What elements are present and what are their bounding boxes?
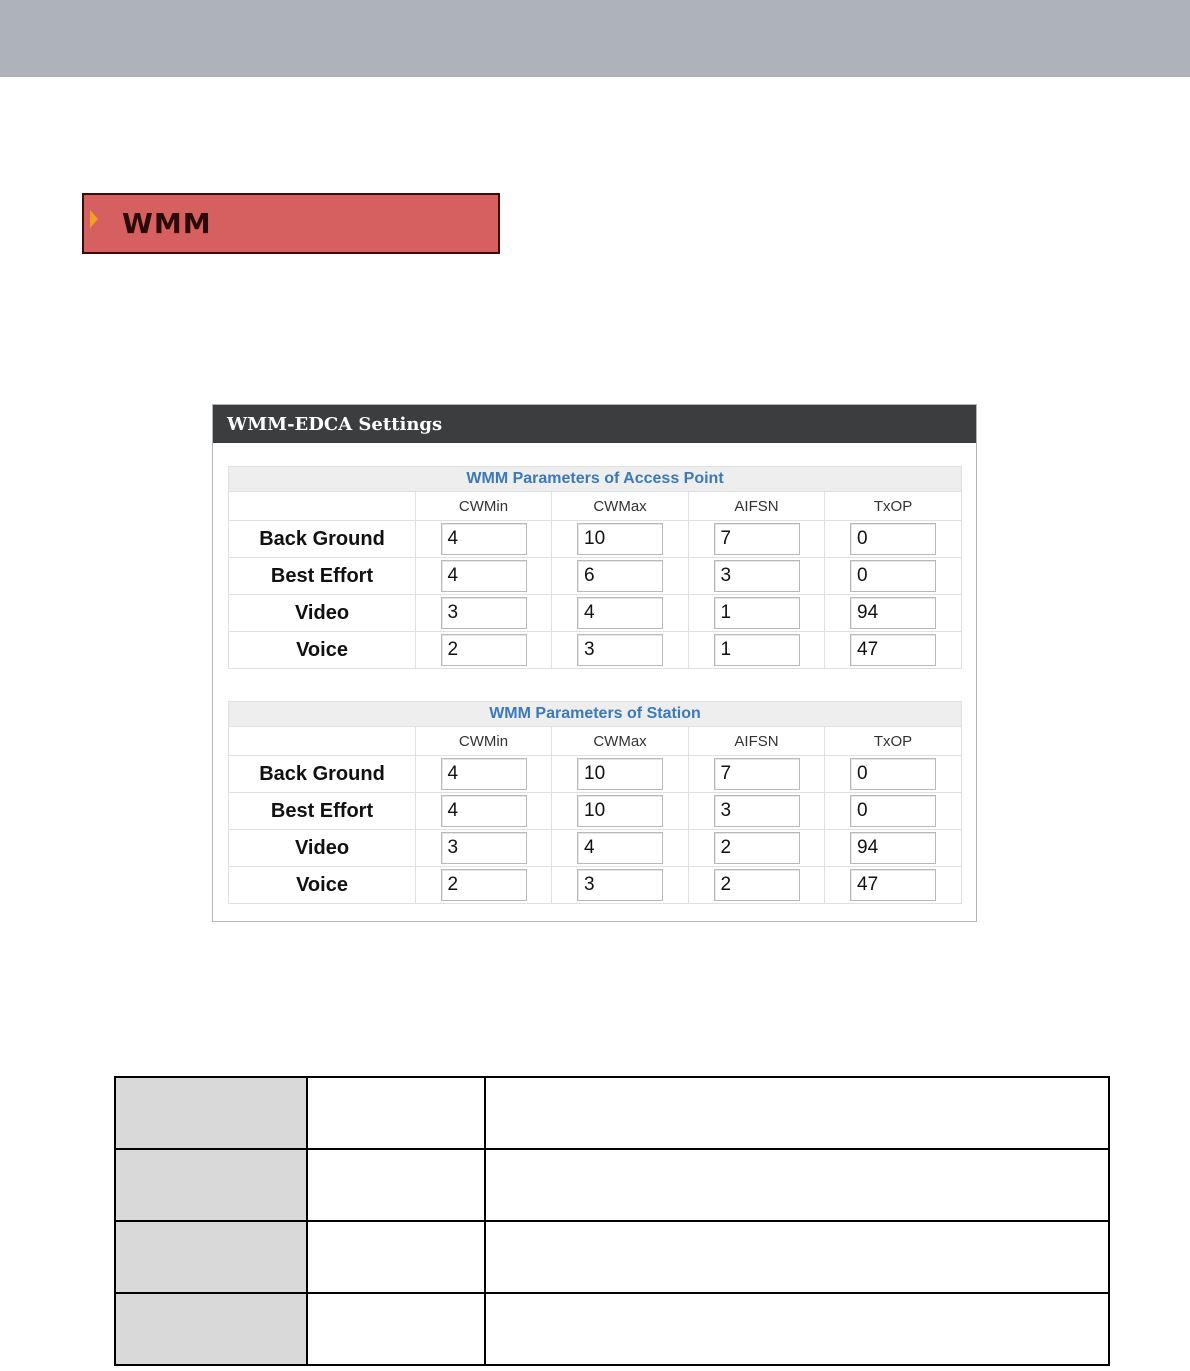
cwmin-input[interactable]: 4	[441, 560, 527, 592]
label-cell	[115, 1221, 307, 1293]
txop-input[interactable]: 94	[850, 597, 936, 629]
header-blank	[229, 727, 416, 756]
table-row	[229, 558, 962, 595]
aifsn-input[interactable]: 2	[714, 869, 800, 901]
chevron-right-icon	[90, 210, 98, 228]
table-row	[115, 1221, 1109, 1293]
cwmax-input[interactable]: 4	[577, 832, 663, 864]
value-cell	[307, 1077, 485, 1149]
row-label: Video	[229, 595, 416, 632]
row-label: Voice	[229, 632, 416, 669]
panel-header	[213, 405, 976, 443]
table-row	[229, 867, 962, 904]
table-row	[229, 595, 962, 632]
txop-input[interactable]: 0	[850, 560, 936, 592]
cwmax-input[interactable]: 10	[577, 795, 663, 827]
table-row	[229, 632, 962, 669]
panel-title: WMM-EDCA Settings	[227, 414, 443, 435]
cwmin-input[interactable]: 4	[441, 758, 527, 790]
aifsn-input[interactable]: 7	[714, 523, 800, 555]
txop-input[interactable]: 47	[850, 869, 936, 901]
table-row	[229, 830, 962, 867]
value-cell	[307, 1149, 485, 1221]
aifsn-input[interactable]: 1	[714, 634, 800, 666]
cwmin-input[interactable]: 3	[441, 597, 527, 629]
column-header-aifsn: AIFSN	[689, 492, 825, 521]
column-header-cwmax: CWMax	[552, 727, 689, 756]
header-divider	[0, 77, 1190, 80]
label-cell	[115, 1077, 307, 1149]
wmm-section-banner	[82, 193, 500, 254]
description-cell	[485, 1077, 1109, 1149]
table-row	[115, 1077, 1109, 1149]
label-cell	[115, 1293, 307, 1365]
txop-input[interactable]: 47	[850, 634, 936, 666]
column-header-cwmin: CWMin	[416, 492, 552, 521]
cwmin-input[interactable]: 4	[441, 795, 527, 827]
label-cell	[115, 1149, 307, 1221]
cwmax-input[interactable]: 3	[577, 634, 663, 666]
column-header-cwmax: CWMax	[552, 492, 689, 521]
value-cell	[307, 1293, 485, 1365]
description-cell	[485, 1149, 1109, 1221]
aifsn-input[interactable]: 7	[714, 758, 800, 790]
table-row	[229, 756, 962, 793]
description-table	[114, 1076, 1110, 1366]
station-params-table	[228, 701, 962, 904]
row-label: Back Ground	[229, 521, 416, 558]
wmm-edca-settings-panel	[212, 404, 977, 922]
cwmin-input[interactable]: 2	[441, 634, 527, 666]
description-cell	[485, 1221, 1109, 1293]
cwmax-input[interactable]: 10	[577, 523, 663, 555]
cwmax-input[interactable]: 10	[577, 758, 663, 790]
page-header-bar	[0, 0, 1190, 77]
cwmin-input[interactable]: 3	[441, 832, 527, 864]
table-row	[115, 1293, 1109, 1365]
txop-input[interactable]: 0	[850, 795, 936, 827]
table-row	[229, 793, 962, 830]
cwmax-input[interactable]: 6	[577, 560, 663, 592]
value-cell	[307, 1221, 485, 1293]
description-cell	[485, 1293, 1109, 1365]
row-label: Best Effort	[229, 558, 416, 595]
section-title: WMM Parameters of Access Point	[229, 467, 962, 492]
access-point-params-table	[228, 466, 962, 669]
txop-input[interactable]: 0	[850, 523, 936, 555]
row-label: Best Effort	[229, 793, 416, 830]
row-label: Back Ground	[229, 756, 416, 793]
aifsn-input[interactable]: 1	[714, 597, 800, 629]
header-blank	[229, 492, 416, 521]
banner-title: WMM	[122, 207, 212, 240]
cwmax-input[interactable]: 4	[577, 597, 663, 629]
aifsn-input[interactable]: 3	[714, 560, 800, 592]
table-row	[115, 1149, 1109, 1221]
cwmax-input[interactable]: 3	[577, 869, 663, 901]
cwmin-input[interactable]: 4	[441, 523, 527, 555]
section-title: WMM Parameters of Station	[229, 702, 962, 727]
row-label: Voice	[229, 867, 416, 904]
cwmin-input[interactable]: 2	[441, 869, 527, 901]
aifsn-input[interactable]: 3	[714, 795, 800, 827]
row-label: Video	[229, 830, 416, 867]
txop-input[interactable]: 94	[850, 832, 936, 864]
column-header-txop: TxOP	[825, 727, 962, 756]
txop-input[interactable]: 0	[850, 758, 936, 790]
column-header-cwmin: CWMin	[416, 727, 552, 756]
column-header-txop: TxOP	[825, 492, 962, 521]
column-header-aifsn: AIFSN	[689, 727, 825, 756]
table-row	[229, 521, 962, 558]
aifsn-input[interactable]: 2	[714, 832, 800, 864]
